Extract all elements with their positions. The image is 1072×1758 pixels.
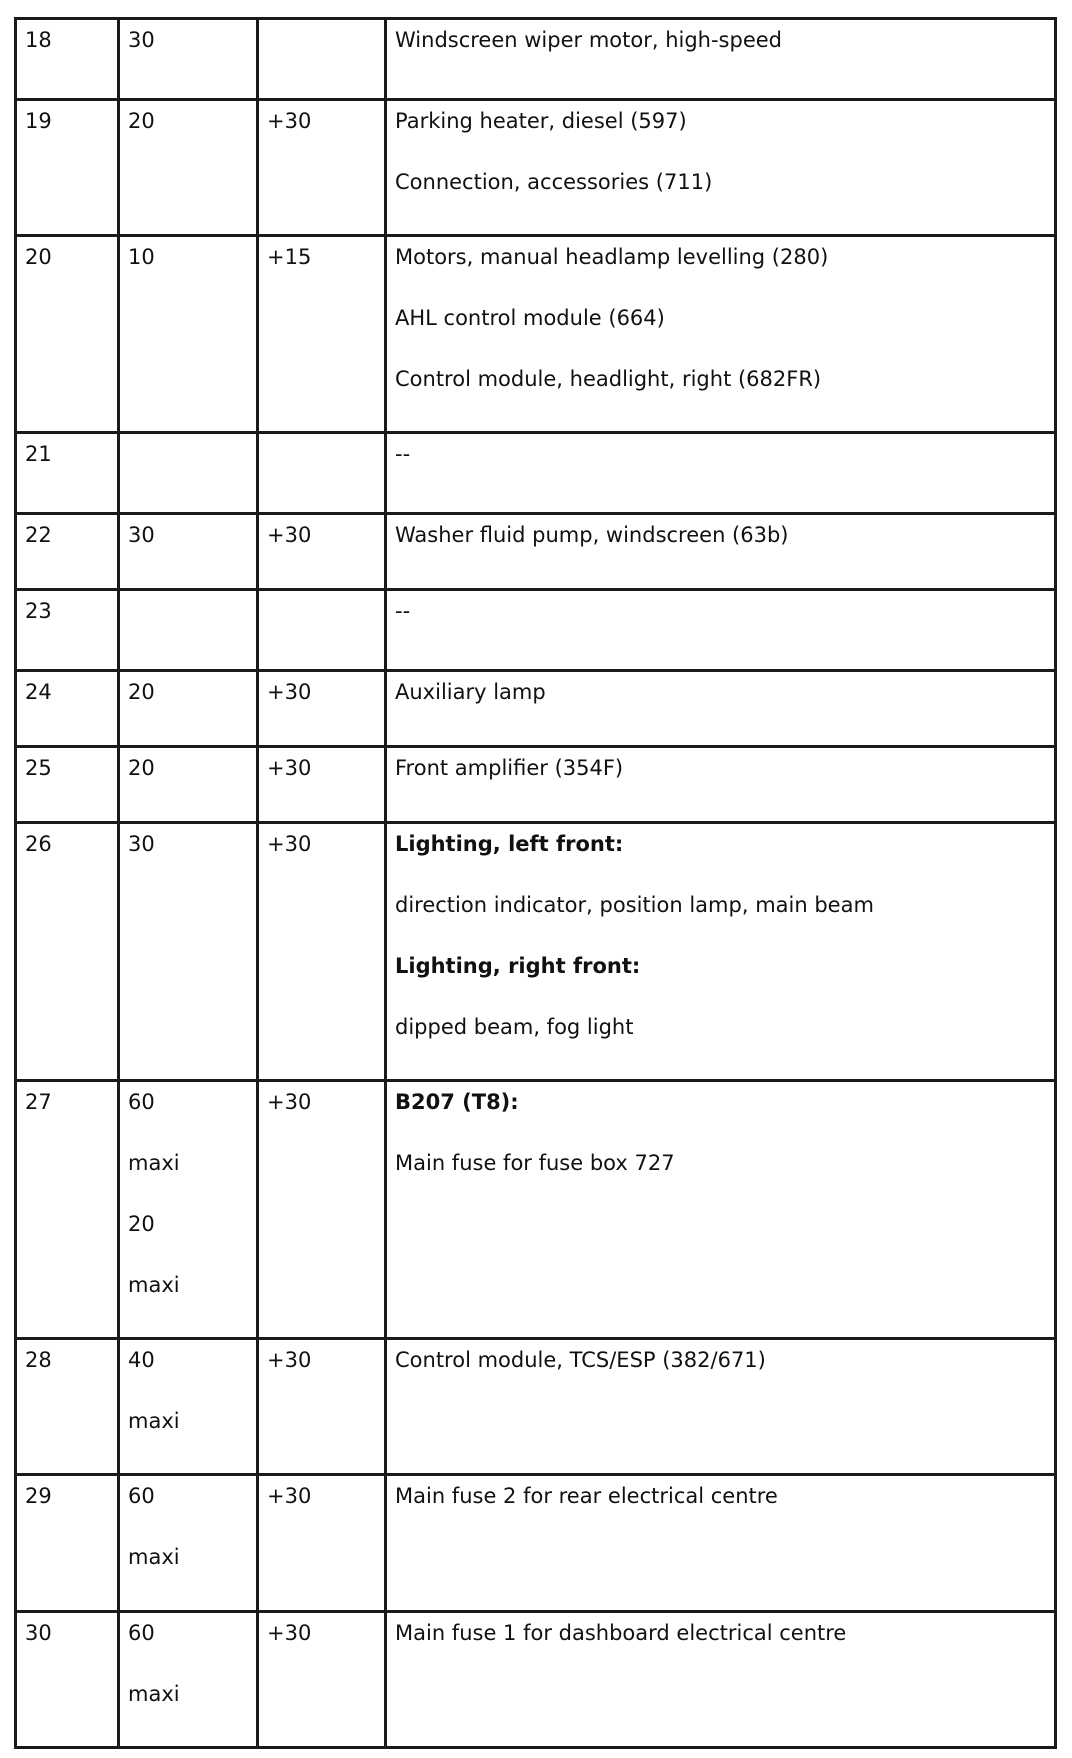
terminal-cell <box>258 1339 386 1475</box>
amperage-cell <box>119 823 258 1081</box>
amperage-cell <box>119 671 258 747</box>
amperage-value: 30 <box>128 832 155 856</box>
fuse-type: maxi <box>128 1273 180 1297</box>
fuse-number-cell <box>16 671 119 747</box>
fuse-number-cell <box>16 1081 119 1339</box>
terminal-value <box>267 28 384 89</box>
amperage-value: 30 <box>128 28 155 52</box>
description-line: Washer fluid pump, windscreen (63b) <box>395 523 789 547</box>
fuse-number-cell <box>16 747 119 823</box>
terminal-cell <box>258 100 386 236</box>
terminal-value: +30 <box>267 1484 312 1508</box>
amperage-cell <box>119 19 258 100</box>
amperage-cell <box>119 1081 258 1339</box>
terminal-value: +30 <box>267 1348 312 1372</box>
fuse-number: 20 <box>25 245 52 269</box>
fuse-number-cell <box>16 100 119 236</box>
description-cell <box>386 236 1056 433</box>
table-row <box>16 1475 1056 1612</box>
description-heading: B207 (T8): <box>395 1090 519 1114</box>
terminal-cell <box>258 1475 386 1612</box>
description-line: -- <box>395 442 411 466</box>
terminal-value: +30 <box>267 1090 312 1114</box>
fuse-number-cell <box>16 1475 119 1612</box>
fuse-type: maxi <box>128 1409 180 1433</box>
fuse-number-cell <box>16 514 119 590</box>
fuse-number-cell <box>16 590 119 671</box>
terminal-cell <box>258 433 386 514</box>
table-row <box>16 514 1056 590</box>
amperage-cell <box>119 100 258 236</box>
description-cell <box>386 433 1056 514</box>
terminal-value: +30 <box>267 832 312 856</box>
fuse-number: 27 <box>25 1090 52 1114</box>
description-cell <box>386 1081 1056 1339</box>
table-row <box>16 590 1056 671</box>
amperage-value: 60 <box>128 1621 155 1645</box>
fuse-number: 19 <box>25 109 52 133</box>
amperage-cell <box>119 1612 258 1748</box>
terminal-cell <box>258 236 386 433</box>
description-line: Auxiliary lamp <box>395 680 546 704</box>
amperage-value: 60 <box>128 1090 155 1114</box>
amperage-cell <box>119 433 258 514</box>
terminal-value: +30 <box>267 756 312 780</box>
fuse-number: 28 <box>25 1348 52 1372</box>
terminal-value: +30 <box>267 109 312 133</box>
fuse-type: maxi <box>128 1682 180 1706</box>
amperage-value: 20 <box>128 1212 155 1236</box>
description-line: Control module, headlight, right (682FR) <box>395 367 822 391</box>
table-row <box>16 236 1056 433</box>
description-cell <box>386 514 1056 590</box>
fuse-number: 29 <box>25 1484 52 1508</box>
amperage-value: 40 <box>128 1348 155 1372</box>
description-heading: Lighting, right front: <box>395 954 641 978</box>
description-line: Connection, accessories (711) <box>395 170 713 194</box>
terminal-value <box>267 442 384 503</box>
terminal-cell <box>258 590 386 671</box>
table-row <box>16 100 1056 236</box>
description-line: Windscreen wiper motor, high-speed <box>395 28 783 52</box>
description-line: Control module, TCS/ESP (382/671) <box>395 1348 766 1372</box>
table-row <box>16 671 1056 747</box>
amperage-cell <box>119 747 258 823</box>
description-line: AHL control module (664) <box>395 306 665 330</box>
fuse-number: 22 <box>25 523 52 547</box>
fuse-number: 26 <box>25 832 52 856</box>
fuse-table <box>14 17 1057 1749</box>
terminal-value: +30 <box>267 680 312 704</box>
amperage-cell <box>119 1339 258 1475</box>
terminal-value: +15 <box>267 245 312 269</box>
table-row <box>16 19 1056 100</box>
fuse-number: 21 <box>25 442 52 466</box>
fuse-number: 23 <box>25 599 52 623</box>
fuse-number: 18 <box>25 28 52 52</box>
fuse-number-cell <box>16 236 119 433</box>
terminal-cell <box>258 514 386 590</box>
description-cell <box>386 1475 1056 1612</box>
description-cell <box>386 1612 1056 1748</box>
fuse-type: maxi <box>128 1151 180 1175</box>
table-row <box>16 823 1056 1081</box>
amperage-cell <box>119 1475 258 1612</box>
table-row <box>16 1612 1056 1748</box>
description-line: Main fuse for fuse box 727 <box>395 1151 675 1175</box>
description-line: Main fuse 1 for dashboard electrical centre <box>395 1621 847 1645</box>
fuse-number: 30 <box>25 1621 52 1645</box>
description-cell <box>386 671 1056 747</box>
fuse-number-cell <box>16 1612 119 1748</box>
fuse-table-body <box>16 19 1056 1748</box>
amperage-cell <box>119 514 258 590</box>
table-row <box>16 1339 1056 1475</box>
table-row <box>16 747 1056 823</box>
terminal-value <box>267 599 384 660</box>
description-cell <box>386 100 1056 236</box>
description-cell <box>386 747 1056 823</box>
description-line: Motors, manual headlamp levelling (280) <box>395 245 829 269</box>
description-line: Main fuse 2 for rear electrical centre <box>395 1484 778 1508</box>
amperage-value: 60 <box>128 1484 155 1508</box>
terminal-cell <box>258 747 386 823</box>
description-cell <box>386 590 1056 671</box>
terminal-cell <box>258 19 386 100</box>
description-line: dipped beam, fog light <box>395 1015 634 1039</box>
description-line: Parking heater, diesel (597) <box>395 109 687 133</box>
description-line: direction indicator, position lamp, main beam <box>395 893 874 917</box>
terminal-cell <box>258 1612 386 1748</box>
terminal-cell <box>258 823 386 1081</box>
fuse-number-cell <box>16 1339 119 1475</box>
terminal-value: +30 <box>267 1621 312 1645</box>
fuse-number-cell <box>16 433 119 514</box>
amperage-value: 10 <box>128 245 155 269</box>
description-heading: Lighting, left front: <box>395 832 624 856</box>
terminal-cell <box>258 1081 386 1339</box>
description-cell <box>386 823 1056 1081</box>
table-row <box>16 1081 1056 1339</box>
amperage-value: 20 <box>128 109 155 133</box>
amperage-cell <box>119 236 258 433</box>
fuse-type: maxi <box>128 1545 180 1569</box>
description-cell <box>386 1339 1056 1475</box>
terminal-value: +30 <box>267 523 312 547</box>
amperage-value: 30 <box>128 523 155 547</box>
description-line: Front amplifier (354F) <box>395 756 624 780</box>
fuse-number-cell <box>16 19 119 100</box>
amperage-cell <box>119 590 258 671</box>
amperage-value: 20 <box>128 680 155 704</box>
description-line: -- <box>395 599 411 623</box>
fuse-number: 24 <box>25 680 52 704</box>
amperage-value: 20 <box>128 756 155 780</box>
fuse-number: 25 <box>25 756 52 780</box>
table-row <box>16 433 1056 514</box>
fuse-number-cell <box>16 823 119 1081</box>
terminal-cell <box>258 671 386 747</box>
description-cell <box>386 19 1056 100</box>
